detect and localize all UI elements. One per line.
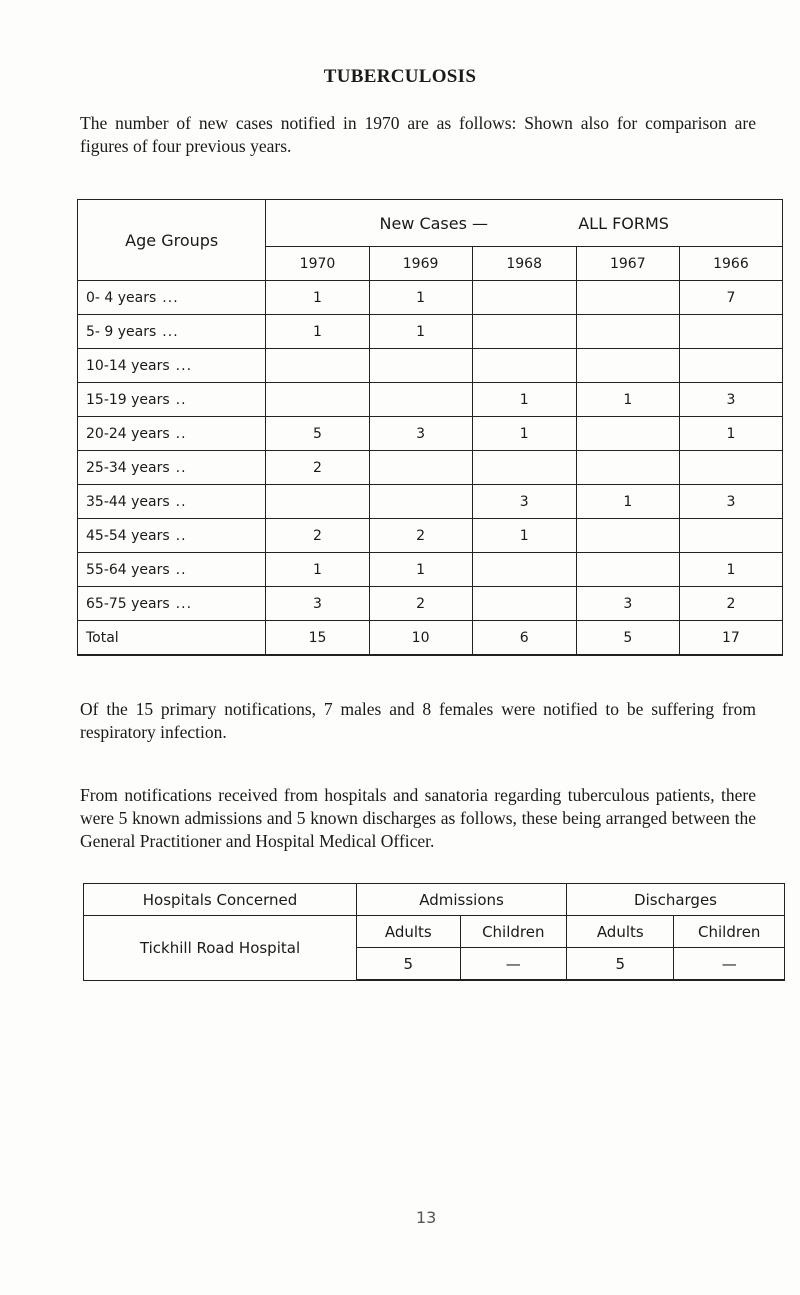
case-count-cell [576,451,679,485]
case-count-cell [576,315,679,349]
case-count-cell: 2 [266,519,369,553]
table-row [78,485,783,519]
case-count-cell [576,349,679,383]
age-groups-header: Age Groups [78,200,266,281]
case-count-cell: 3 [472,485,576,519]
case-count-cell [472,281,576,315]
case-count-cell [472,587,576,621]
page-number: 13 [416,1208,437,1227]
leader-dots: .. [175,527,187,544]
discharges-children-value: — [674,948,785,981]
table-row [78,383,783,417]
case-count-cell: 5 [266,417,369,451]
age-group-label: 65-75 years [86,595,170,612]
table-row [78,417,783,451]
case-count-cell: 1 [266,315,369,349]
hospitals-paragraph: From notifications received from hospitals and sanatoria regarding tuberculous patients, there were 5 known admissions and 5 known discharges as follows, these being arranged between the General Practitioner and Hospital Medical Officer. [80,785,756,851]
leader-dots: .. [175,561,187,578]
case-count-cell: 1 [369,315,472,349]
table-row [78,315,783,349]
table-row [78,451,783,485]
case-count-cell: 3 [369,417,472,451]
age-group-cell [78,281,266,315]
case-count-cell: 1 [472,383,576,417]
admissions-header: Admissions [357,884,567,916]
leader-dots: .. [175,391,187,408]
case-count-cell: 1 [679,553,782,587]
age-group-cell [78,315,266,349]
case-count-cell [369,349,472,383]
year-header: 1967 [576,247,679,281]
case-count-cell: 2 [369,519,472,553]
new-cases-header [266,200,783,247]
case-count-cell [472,553,576,587]
case-count-cell: 1 [266,281,369,315]
total-cell: 6 [472,621,576,656]
year-header: 1966 [679,247,782,281]
age-group-cell [78,587,266,621]
case-count-cell [576,417,679,451]
age-group-cell [78,519,266,553]
case-count-cell [266,349,369,383]
case-count-cell [369,383,472,417]
age-group-label: 45-54 years [86,527,170,544]
case-count-cell [576,553,679,587]
year-header: 1969 [369,247,472,281]
admissions-children-header: Children [460,916,567,948]
total-label: Total [78,621,266,656]
case-count-cell: 1 [266,553,369,587]
total-cell: 15 [266,621,369,656]
leader-dots: ... [162,289,179,306]
age-group-label: 25-34 years [86,459,170,476]
case-count-cell [472,451,576,485]
total-cell: 5 [576,621,679,656]
leader-dots: ... [162,323,179,340]
age-group-label: 0- 4 years [86,289,157,306]
age-group-cell [78,553,266,587]
total-row [78,621,783,656]
case-count-cell [369,485,472,519]
discharges-adults-header: Adults [567,916,674,948]
case-count-cell: 1 [369,553,472,587]
case-count-cell [576,519,679,553]
case-count-cell [472,315,576,349]
table-row [78,519,783,553]
case-count-cell [679,349,782,383]
case-count-cell [576,281,679,315]
hospitals-concerned-header: Hospitals Concerned [84,884,357,916]
case-count-cell [679,315,782,349]
age-group-cell [78,485,266,519]
case-count-cell: 1 [369,281,472,315]
table-row [78,349,783,383]
case-count-cell: 3 [679,485,782,519]
hospital-name: Tickhill Road Hospital [84,916,357,981]
discharges-adults-value: 5 [567,948,674,981]
age-group-cell [78,383,266,417]
age-group-label: 35-44 years [86,493,170,510]
table-row [78,281,783,315]
page-title: TUBERCULOSIS [323,66,477,87]
case-count-cell: 1 [472,519,576,553]
case-count-cell: 3 [679,383,782,417]
admissions-adults-value: 5 [357,948,460,981]
case-count-cell: 1 [576,383,679,417]
age-group-label: 5- 9 years [86,323,157,340]
case-count-cell: 1 [472,417,576,451]
leader-dots: ... [175,595,193,612]
case-count-cell: 3 [576,587,679,621]
year-header: 1968 [472,247,576,281]
age-group-cell [78,349,266,383]
leader-dots: .. [175,493,187,510]
case-count-cell: 2 [679,587,782,621]
case-count-cell: 3 [266,587,369,621]
year-header: 1970 [266,247,369,281]
case-count-cell [266,485,369,519]
table-row [78,553,783,587]
new-cases-label: New Cases — [379,213,489,233]
case-count-cell: 1 [576,485,679,519]
leader-dots: .. [175,459,187,476]
new-cases-table [77,199,783,656]
age-group-label: 15-19 years [86,391,170,408]
discharges-header: Discharges [567,884,785,916]
age-group-cell [78,417,266,451]
case-count-cell [679,519,782,553]
admissions-children-value: — [460,948,567,981]
notifications-paragraph: Of the 15 primary notifications, 7 males and 8 females were notified to be suffering from respiratory infection. [80,699,756,742]
case-count-cell: 2 [266,451,369,485]
leader-dots: ... [175,357,193,374]
intro-paragraph: The number of new cases notified in 1970 are as follows: Shown also for comparison are figures of four previous years. [80,113,756,156]
case-count-cell: 1 [679,417,782,451]
admissions-adults-header: Adults [357,916,460,948]
case-count-cell [369,451,472,485]
all-forms-label: ALL FORMS [578,213,669,233]
age-group-label: 10-14 years [86,357,170,374]
hospital-table [83,883,785,981]
age-group-cell [78,451,266,485]
total-cell: 10 [369,621,472,656]
leader-dots: .. [175,425,187,442]
case-count-cell [472,349,576,383]
age-group-label: 20-24 years [86,425,170,442]
case-count-cell: 2 [369,587,472,621]
table-row [78,587,783,621]
case-count-cell: 7 [679,281,782,315]
age-group-label: 55-64 years [86,561,170,578]
case-count-cell [266,383,369,417]
case-count-cell [679,451,782,485]
discharges-children-header: Children [674,916,785,948]
total-cell: 17 [679,621,782,656]
